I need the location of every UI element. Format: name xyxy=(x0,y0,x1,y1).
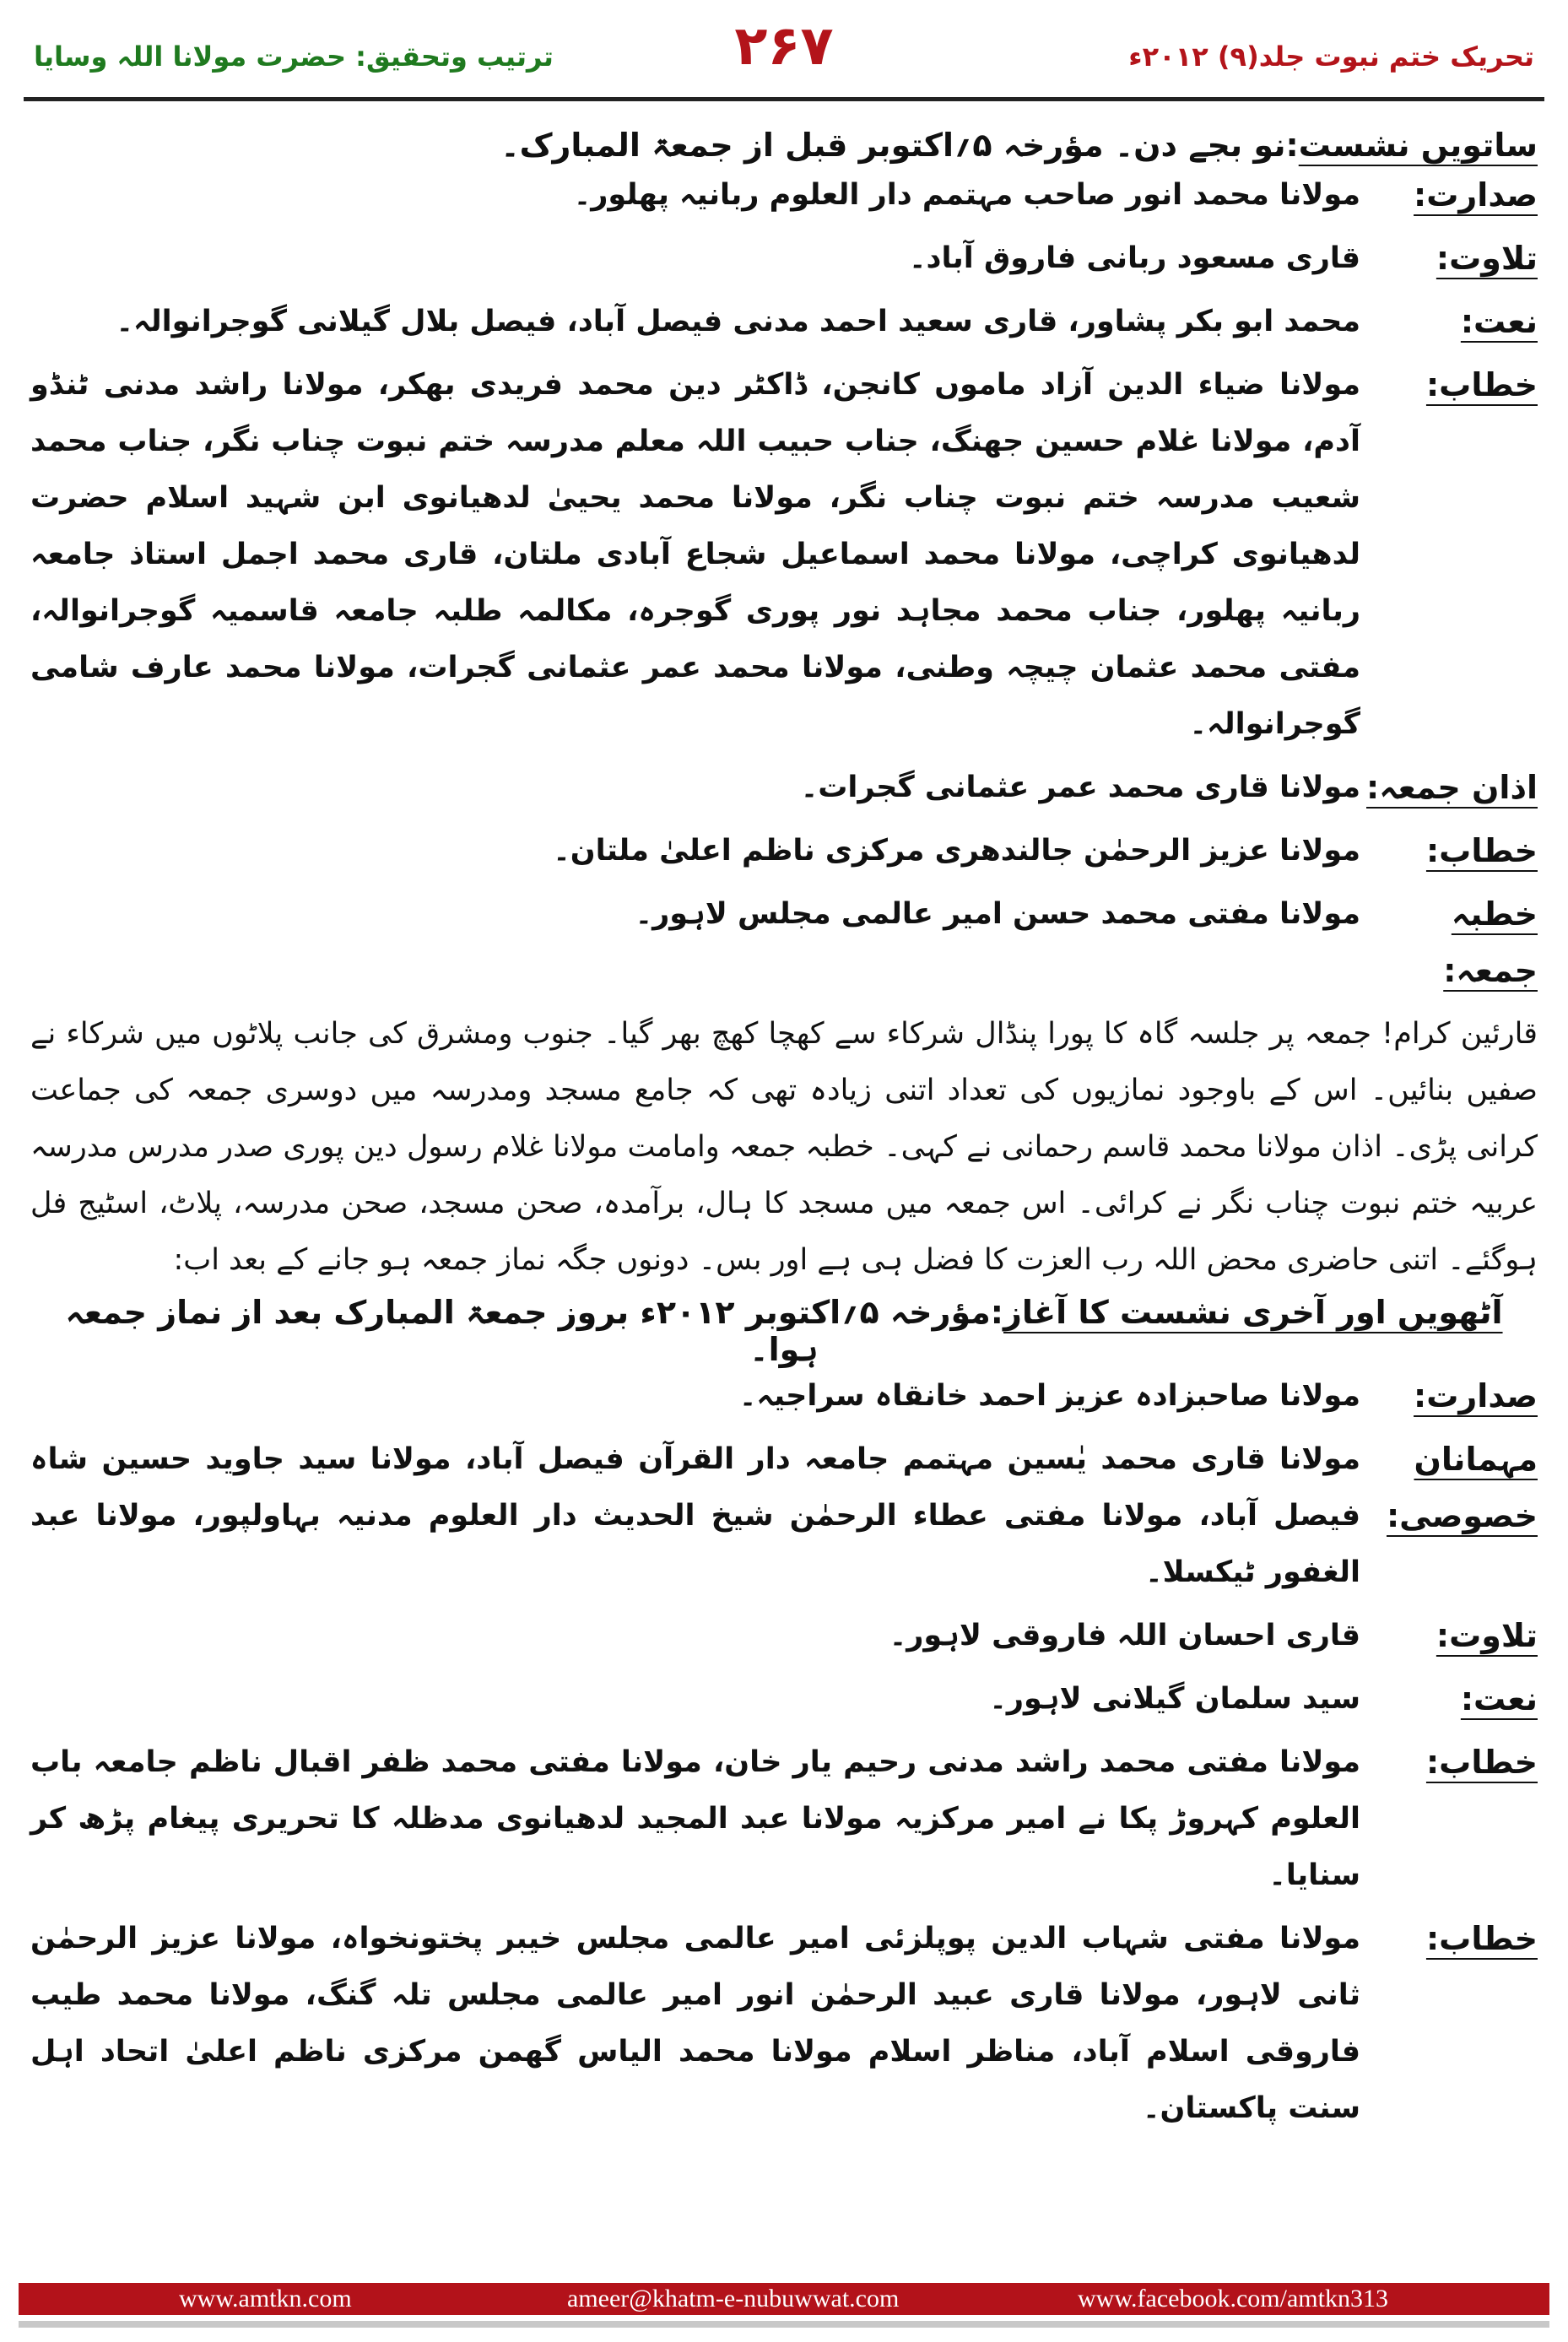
entry-row xyxy=(30,823,1538,879)
entry-row xyxy=(30,760,1538,816)
session-8-entries xyxy=(30,1368,1538,2137)
entry-row xyxy=(30,1734,1538,1904)
entry-value: مولانا قاری محمد یٰسین مہتمم جامعہ دار القرآن فیصل آباد، مولانا سید جاوید حسین شاہ فیصل آباد، مولانا مفتی عطاء الرحمٰن شیخ الحدیث دار العلوم مدنیہ بہاولپور، مولانا عبد الغفور ٹیکسلا۔ xyxy=(30,1442,1360,1589)
entry-value: مولانا ضیاء الدین آزاد ماموں کانجن، ڈاکٹر دین محمد فریدی بھکر، مولانا راشد مدنی ٹنڈو آدم، مولانا غلام حسین جھنگ، جناب حبیب اللہ معلم مدرسہ ختم نبوت چناب نگر، جناب محمد شعیب مدرسہ ختم نبوت چناب نگر، مولانا محمد یحییٰ لدھیانوی ابن شہید اسلام حضرت لدھیانوی کراچی، مولانا محمد اسماعیل شجاع آبادی ملتان، قاری محمد اجمل استاذ جامعہ ربانیہ پھلور، جناب محمد مجاہد نور پوری گوجرہ، مکالمہ طلبہ جامعہ قاسمیہ گوجرانوالہ، مفتی محمد عثمان چیچہ وطنی، مولانا محمد عمر عثمانی گجرات، مولانا محمد عارف شامی گوجرانوالہ۔ xyxy=(30,368,1360,741)
compiler-credit: ترتیب وتحقیق: حضرت مولانا اللہ وسایا xyxy=(34,41,554,73)
entry-value: مولانا عزیز الرحمٰن جالندھری مرکزی ناظم اعلیٰ ملتان۔ xyxy=(553,834,1360,868)
entry-label-text: تلاوت: xyxy=(1436,240,1538,277)
footer-email-link[interactable]: ameer@khatm-e-nubuwwat.com xyxy=(567,2285,900,2312)
session-8-heading xyxy=(30,1289,1538,1368)
entry-value: مولانا مفتی شہاب الدین پوپلزئی امیر عالمی مجلس خیبر پختونخواہ، مولانا عزیز الرحمٰن ثانی لاہور، مولانا قاری عبید الرحمٰن انور امیر عالمی مجلس تلہ گنگ، مولانا محمد طیب فاروقی اسلام آباد، مناظر اسلام مولانا محمد الیاس گھمن مرکزی ناظم اعلیٰ اتحاد اہل سنت پاکستان۔ xyxy=(30,1922,1360,2125)
entry-label-text: نعت: xyxy=(1460,1680,1538,1717)
entry-value: مولانا صاحبزادہ عزیز احمد خانقاہ سراجیہ۔ xyxy=(738,1379,1360,1413)
session-7-subtitle: :نو بجے دن۔ مؤرخہ ۵؍اکتوبر قبل از جمعۃ المبارک۔ xyxy=(500,127,1299,164)
entry-label xyxy=(1360,1671,1538,1728)
entry-label xyxy=(1360,1734,1538,1791)
entry-value: قاری مسعود ربانی فاروق آباد۔ xyxy=(909,241,1360,275)
book-title: تحریک ختم نبوت جلد(۹) ۲۰۱۲ء xyxy=(1128,41,1534,73)
entry-value: مولانا مفتی محمد حسن امیر عالمی مجلس لاہور۔ xyxy=(635,897,1360,931)
entry-value: مولانا محمد انور صاحب مہتمم دار العلوم ربانیہ پھلور۔ xyxy=(573,178,1360,212)
page-number: ۲۶۷ xyxy=(734,15,834,78)
entry-value: سید سلمان گیلانی لاہور۔ xyxy=(989,1682,1360,1716)
session-7-entries xyxy=(30,167,1538,999)
entry-label-text: مہمانان خصوصی: xyxy=(1386,1441,1538,1534)
page-header xyxy=(0,0,1568,101)
entry-value: محمد ابو بکر پشاور، قاری سعید احمد مدنی فیصل آباد، فیصل بلال گیلانی گوجرانوالہ۔ xyxy=(116,305,1360,338)
page-body xyxy=(30,127,1538,2144)
footer-bar xyxy=(19,2283,1549,2315)
entry-label xyxy=(1360,167,1538,224)
entry-label-text: خطاب: xyxy=(1425,366,1538,403)
entry-row xyxy=(30,1608,1538,1664)
entry-row xyxy=(30,167,1538,224)
entry-label-text: خطاب: xyxy=(1425,1920,1538,1957)
entry-label-text: نعت: xyxy=(1460,303,1538,340)
entry-label xyxy=(1360,886,1538,999)
entry-value: قاری احسان اللہ فاروقی لاہور۔ xyxy=(889,1619,1360,1652)
entry-row xyxy=(30,1368,1538,1425)
entry-value: مولانا قاری محمد عمر عثمانی گجرات۔ xyxy=(800,771,1360,804)
entry-label-text: خطاب: xyxy=(1425,1744,1538,1781)
session-7-heading xyxy=(30,127,1538,164)
header-divider xyxy=(24,97,1544,101)
session-8-subtitle: :مؤرخہ ۵؍اکتوبر ۲۰۱۲ء بروز جمعۃ المبارک بعد از نماز جمعہ ہوا۔ xyxy=(65,1294,1003,1368)
entry-label xyxy=(1360,1431,1538,1544)
entry-label-text: صدارت: xyxy=(1414,176,1538,214)
entry-label xyxy=(1360,294,1538,350)
footer-divider xyxy=(19,2321,1549,2328)
entry-label xyxy=(1360,1911,1538,1967)
entry-row xyxy=(30,230,1538,287)
entry-row xyxy=(30,1911,1538,2137)
entry-label xyxy=(1360,823,1538,879)
entry-row xyxy=(30,886,1538,999)
entry-label xyxy=(1360,1608,1538,1664)
footer-facebook-link[interactable]: www.facebook.com/amtkn313 xyxy=(1078,2285,1388,2312)
footer-website-link[interactable]: www.amtkn.com xyxy=(179,2285,352,2312)
entry-row xyxy=(30,1431,1538,1601)
entry-label xyxy=(1360,357,1538,414)
entry-label-text: اذان جمعہ: xyxy=(1366,769,1538,806)
session-8-title: آٹھویں اور آخری نشست کا آغاز xyxy=(1003,1294,1503,1331)
entry-row xyxy=(30,1671,1538,1728)
entry-label-text: تلاوت: xyxy=(1436,1617,1538,1654)
entry-label-text: خطاب: xyxy=(1425,832,1538,869)
session-7-paragraph: قارئین کرام! جمعہ پر جلسہ گاہ کا پورا پنڈال شرکاء سے کھچا کھچ بھر گیا۔ جنوب ومشرق کی جانب پلاٹوں میں شرکاء نے صفیں بنائیں۔ اس کے باوجود نمازیوں کی تعداد اتنی زیادہ تھی کہ جامع مسجد ومدرسہ میں دوسری جمعہ کی جماعت کرانی پڑی۔ اذان مولانا محمد قاسم رحمانی نے کہی۔ خطبہ جمعہ وامامت مولانا غلام رسول دین پوری صدر مدرس مدرسہ عربیہ ختم نبوت چناب نگر نے کرائی۔ اس جمعہ میں مسجد کا ہال، برآمدہ، صحن مسجد، صحن مدرسہ، پلاٹ، اسٹیج فل ہوگئے۔ اتنی حاضری محض اللہ رب العزت کا فضل ہی ہے اور بس۔ دونوں جگہ نماز جمعہ ہو جانے کے بعد اب: xyxy=(30,1017,1538,1277)
entry-label-text: خطبہ جمعہ: xyxy=(1443,895,1538,989)
entry-row xyxy=(30,294,1538,350)
entry-label xyxy=(1360,1368,1538,1425)
entry-label-text: صدارت: xyxy=(1414,1377,1538,1414)
entry-row xyxy=(30,357,1538,753)
session-7-title: ساتویں نشست xyxy=(1298,127,1538,164)
entry-label xyxy=(1360,760,1538,816)
entry-value: مولانا مفتی محمد راشد مدنی رحیم یار خان، مولانا مفتی محمد ظفر اقبال ناظم جامعہ باب العلوم کہروڑ پکا نے امیر مرکزیہ مولانا عبد المجید لدھیانوی مدظلہ کا تحریری پیغام پڑھ کر سنایا۔ xyxy=(30,1745,1360,1892)
entry-label xyxy=(1360,230,1538,287)
